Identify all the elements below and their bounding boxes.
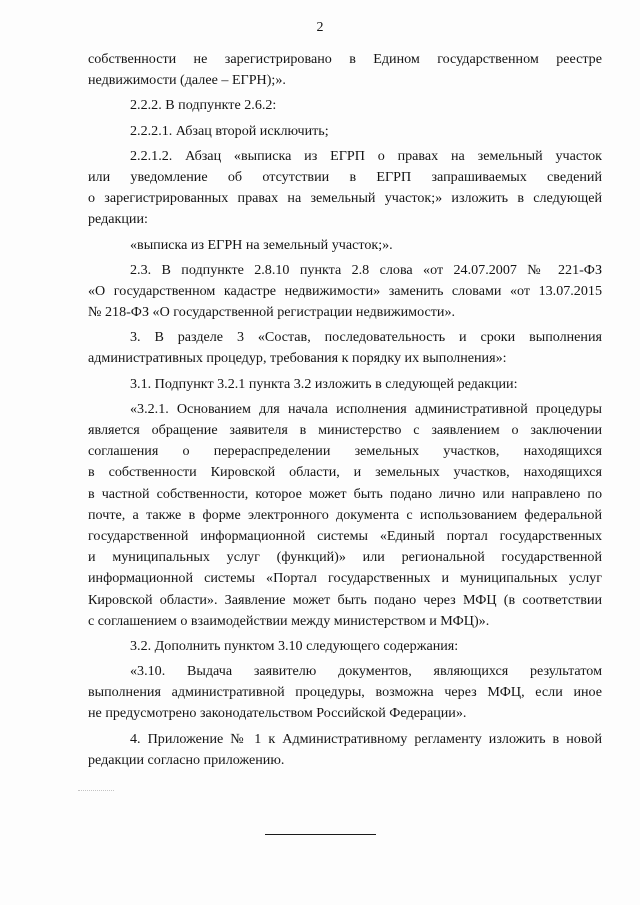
text-line: собственности не зарегистрировано в Едином государственном реестре bbox=[88, 51, 602, 67]
text-line: Кировской области». Заявление может быть подано через МФЦ (в соответствии bbox=[88, 591, 602, 608]
text-line: является обращение заявителя в министерство с заявлением о заключении bbox=[88, 422, 602, 438]
text-line: и муниципальных услуг (функций)» или региональной государственной bbox=[88, 549, 602, 566]
text-line: № 218-ФЗ «О государственной регистрации недвижимости». bbox=[88, 304, 456, 321]
text-line: редакции: bbox=[88, 211, 148, 228]
text-line: редакции согласно приложению. bbox=[88, 751, 285, 768]
text-line: «О государственном кадастре недвижимости» заменить словами «от 13.07.2015 bbox=[88, 282, 602, 299]
text-line: в собственности Кировской области, и земельных участков, находящихся bbox=[88, 464, 602, 481]
text-line: «выписка из ЕГРН на земельный участок;». bbox=[130, 236, 393, 253]
text-line: 3.1. Подпункт 3.2.1 пункта 3.2 изложить в следующей редакции: bbox=[130, 375, 518, 392]
text-line: соглашения о перераспределении земельных участков, находящихся bbox=[88, 443, 602, 460]
page-number: 2 bbox=[316, 20, 324, 35]
scan-mark bbox=[78, 790, 114, 791]
text-line: «3.2.1. Основанием для начала исполнения административной процедуры bbox=[130, 400, 602, 417]
text-line: с соглашением о взаимодействии между министерством и МФЦ)». bbox=[88, 612, 490, 629]
text-line: 3.2. Дополнить пунктом 3.10 следующего содержания: bbox=[130, 637, 459, 654]
text-line: 2.3. В подпункте 2.8.10 пункта 2.8 слова «от 24.07.2007 № 221-ФЗ bbox=[130, 261, 602, 278]
text-line: 2.2.2. В подпункте 2.6.2: bbox=[130, 97, 277, 114]
text-line: или уведомление об отсутствии в ЕГРП запрашиваемых сведений bbox=[88, 168, 602, 185]
text-line: выполнения административной процедуры, возможна через МФЦ, если иное bbox=[88, 684, 602, 701]
text-line: «3.10. Выдача заявителю документов, являющихся результатом bbox=[130, 663, 602, 680]
text-line: в частной собственности, которое может быть подано лично или направлено по bbox=[88, 485, 602, 502]
text-line: 2.2.2.1. Абзац второй исключить; bbox=[130, 122, 329, 139]
text-line: административных процедур, требования к порядку их выполнения»: bbox=[88, 350, 507, 367]
text-line: 3. В разделе 3 «Состав, последовательность и сроки выполнения bbox=[130, 329, 602, 346]
closing-rule bbox=[265, 834, 376, 835]
text-line: почте, а также в форме электронного документа с использованием федеральной bbox=[88, 506, 602, 523]
text-line: недвижимости (далее – ЕГРН);». bbox=[88, 72, 286, 89]
text-line: 4. Приложение № 1 к Административному регламенту изложить в новой bbox=[130, 730, 602, 747]
text-line: о зарегистрированных правах на земельный участок;» изложить в следующей bbox=[88, 190, 602, 207]
text-line: 2.2.1.2. Абзац «выписка из ЕГРП о правах на земельный участок bbox=[130, 147, 602, 164]
text-line: государственной информационной системы «Единый портал государственных bbox=[88, 527, 602, 544]
document-body bbox=[88, 49, 602, 771]
text-line: не предусмотрено законодательством Российской Федерации». bbox=[88, 705, 467, 722]
text-line: информационной системы «Портал государственных и муниципальных услуг bbox=[88, 570, 602, 587]
